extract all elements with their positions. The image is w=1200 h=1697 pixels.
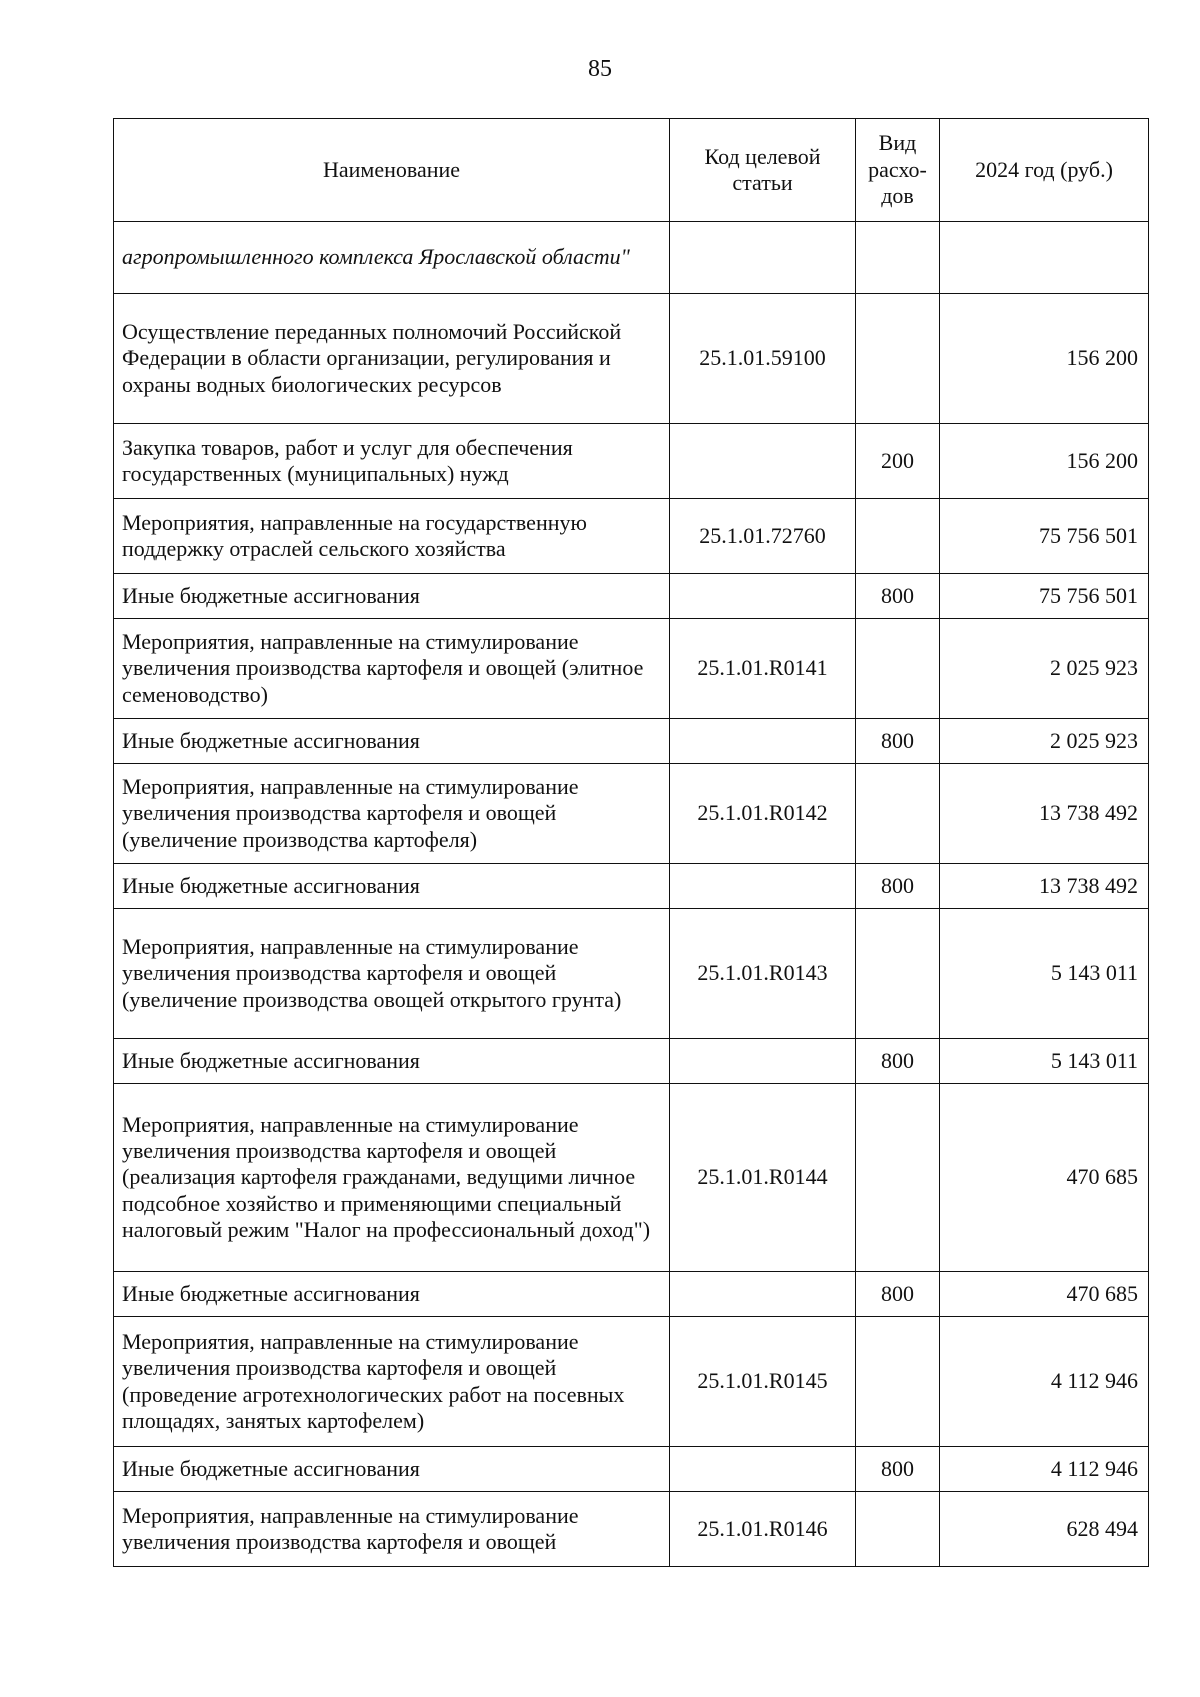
row-amount-cell: 13 738 492 [940,864,1149,909]
row-amount-cell: 5 143 011 [940,1039,1149,1084]
row-amount-cell: 75 756 501 [940,574,1149,619]
row-amount-cell: 4 112 946 [940,1447,1149,1492]
row-code-cell: 25.1.01.R0143 [670,909,856,1039]
table-row [114,1272,1149,1317]
row-code-cell: 25.1.01.R0144 [670,1084,856,1272]
table-row [114,222,1149,294]
row-amount-cell: 4 112 946 [940,1317,1149,1447]
row-type-cell [856,222,940,294]
row-code-cell [670,719,856,764]
table-row [114,619,1149,719]
row-type-cell: 800 [856,1447,940,1492]
row-name-cell: Мероприятия, направленные на стимулирование увеличения производства картофеля и овощей (проведение агротехнологических работ на посевных площадях, занятых картофелем) [114,1317,670,1447]
table-body [114,222,1149,1567]
row-amount-cell: 75 756 501 [940,499,1149,574]
header-name: Наименование [114,119,670,222]
row-type-cell [856,909,940,1039]
budget-table [113,118,1149,1567]
row-amount-cell: 5 143 011 [940,909,1149,1039]
row-name-cell: Иные бюджетные ассигнования [114,1272,670,1317]
row-type-cell [856,499,940,574]
page-number: 85 [588,56,612,82]
row-type-cell [856,1084,940,1272]
table-row [114,909,1149,1039]
row-code-cell [670,864,856,909]
row-amount-cell [940,222,1149,294]
table-row [114,764,1149,864]
row-code-cell: 25.1.01.R0146 [670,1492,856,1567]
row-name-cell: Мероприятия, направленные на стимулирование увеличения производства картофеля и овощей (реализация картофеля гражданами, ведущими личное подсобное хозяйство и применяющими специальный налоговый режим "Налог на профессиональный доход") [114,1084,670,1272]
table-header-row [114,119,1149,222]
row-code-cell: 25.1.01.R0145 [670,1317,856,1447]
row-name-cell: Мероприятия, направленные на стимулирование увеличения производства картофеля и овощей [114,1492,670,1567]
table-row [114,1447,1149,1492]
row-code-cell [670,574,856,619]
header-amount: 2024 год (руб.) [940,119,1149,222]
row-name-cell: Мероприятия, направленные на государственную поддержку отраслей сельского хозяйства [114,499,670,574]
table-row [114,1492,1149,1567]
header-code: Код целевой статьи [670,119,856,222]
row-type-cell: 800 [856,864,940,909]
row-name-cell: Мероприятия, направленные на стимулирование увеличения производства картофеля и овощей (увеличение производства овощей открытого грунта) [114,909,670,1039]
row-code-cell [670,1039,856,1084]
row-code-cell: 25.1.01.72760 [670,499,856,574]
table-row [114,864,1149,909]
row-type-cell: 200 [856,424,940,499]
table-row [114,424,1149,499]
row-type-cell [856,1492,940,1567]
row-name-cell: Мероприятия, направленные на стимулирование увеличения производства картофеля и овощей (элитное семеноводство) [114,619,670,719]
row-amount-cell: 156 200 [940,294,1149,424]
row-name-cell: Закупка товаров, работ и услуг для обеспечения государственных (муниципальных) нужд [114,424,670,499]
row-type-cell [856,294,940,424]
row-code-cell: 25.1.01.R0141 [670,619,856,719]
row-code-cell: 25.1.01.59100 [670,294,856,424]
table-row [114,294,1149,424]
row-type-cell [856,619,940,719]
table-row [114,499,1149,574]
row-amount-cell: 13 738 492 [940,764,1149,864]
row-code-cell [670,222,856,294]
row-name-cell: Иные бюджетные ассигнования [114,574,670,619]
row-name-cell: агропромышленного комплекса Ярославской области" [114,222,670,294]
row-amount-cell: 628 494 [940,1492,1149,1567]
row-type-cell: 800 [856,719,940,764]
header-type: Вид расхо-дов [856,119,940,222]
row-code-cell [670,1447,856,1492]
row-code-cell [670,1272,856,1317]
table-row [114,1084,1149,1272]
table-row [114,719,1149,764]
table-row [114,1039,1149,1084]
row-amount-cell: 470 685 [940,1084,1149,1272]
row-name-cell: Осуществление переданных полномочий Российской Федерации в области организации, регулирования и охраны водных биологических ресурсов [114,294,670,424]
row-type-cell: 800 [856,574,940,619]
table-row [114,1317,1149,1447]
row-amount-cell: 156 200 [940,424,1149,499]
row-name-cell: Иные бюджетные ассигнования [114,1039,670,1084]
row-type-cell [856,764,940,864]
row-name-cell: Иные бюджетные ассигнования [114,1447,670,1492]
row-amount-cell: 470 685 [940,1272,1149,1317]
row-type-cell: 800 [856,1272,940,1317]
row-amount-cell: 2 025 923 [940,719,1149,764]
row-amount-cell: 2 025 923 [940,619,1149,719]
table-row [114,574,1149,619]
row-name-cell: Иные бюджетные ассигнования [114,719,670,764]
row-name-cell: Иные бюджетные ассигнования [114,864,670,909]
row-name-cell: Мероприятия, направленные на стимулирование увеличения производства картофеля и овощей (увеличение производства картофеля) [114,764,670,864]
row-code-cell: 25.1.01.R0142 [670,764,856,864]
row-type-cell [856,1317,940,1447]
row-code-cell [670,424,856,499]
row-type-cell: 800 [856,1039,940,1084]
